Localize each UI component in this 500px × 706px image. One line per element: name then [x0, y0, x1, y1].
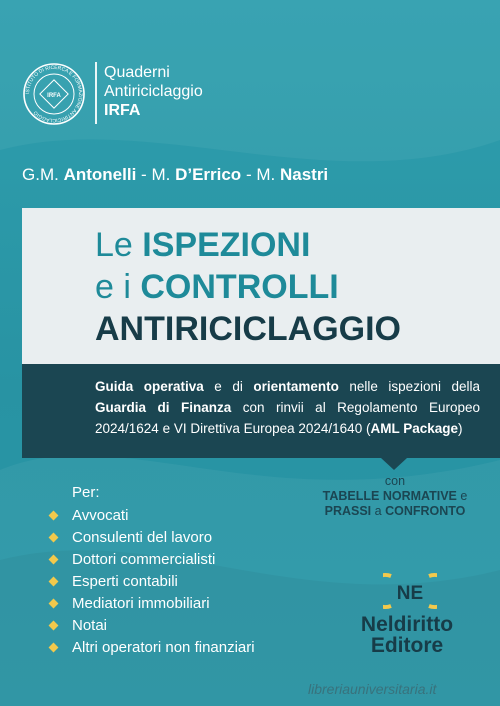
audience-label: Per:: [72, 484, 100, 501]
publisher-line-1: Neldiritto: [360, 613, 454, 636]
audience-item: Altri operatori non finanziari: [50, 637, 255, 659]
series-divider: [95, 62, 97, 124]
title-e-i: e i: [95, 268, 131, 306]
audience-item: Mediatori immobiliari: [50, 593, 255, 615]
title-antiriciclaggio: ANTIRICICLAGGIO: [95, 310, 401, 348]
extra-line-3: PRASSI a CONFRONTO: [324, 504, 466, 518]
title-line-2: [95, 268, 339, 306]
diamond-bullet-icon: [49, 533, 59, 543]
svg-text:NE: NE: [396, 583, 424, 604]
extra-contents: [300, 474, 490, 519]
series-name: [104, 63, 203, 120]
series-line-1: Quaderni: [104, 64, 170, 81]
audience-item: Esperti contabili: [50, 571, 255, 593]
publisher-line-2: Editore: [370, 634, 444, 657]
series-line-3: IRFA: [104, 102, 141, 119]
publisher-logo-icon: [383, 572, 437, 610]
title-controlli: CONTROLLI: [140, 268, 339, 306]
author-separator: -: [141, 165, 147, 184]
pointer-triangle: [381, 458, 407, 470]
extra-line-2: TABELLE NORMATIVE e: [322, 489, 468, 503]
audience-item: Dottori commercialisti: [50, 549, 255, 571]
title-line-1: [95, 226, 310, 264]
diamond-bullet-icon: [49, 599, 59, 609]
diamond-bullet-icon: [49, 511, 59, 521]
subtitle-text: Guida operativa e di orientamento nelle ispezioni della Guardia di Finanza con rinvii al Regolamento Europeo 2024/1624 e VI Direttiva Europea 2024/1640 (AML Package): [95, 379, 480, 436]
svg-text:IRFA: IRFA: [47, 93, 61, 99]
publisher-name: [332, 614, 482, 656]
title-le: Le: [95, 226, 133, 264]
author-3-initials: M.: [256, 165, 276, 184]
author-1-name: Antonelli: [63, 165, 137, 184]
author-2-name: D’Errico: [175, 165, 242, 184]
irfa-seal-logo: [22, 62, 86, 126]
extra-con: con: [384, 474, 406, 488]
author-separator: -: [245, 165, 252, 184]
title-ispezioni: ISPEZIONI: [142, 226, 311, 264]
diamond-bullet-icon: [49, 621, 59, 631]
author-3-name: Nastri: [279, 165, 329, 184]
watermark: libreriauniversitaria.it: [308, 681, 437, 697]
svg-text:ISTITUTO DI RICERCA E FORMAZIO: ISTITUTO DI RICERCA E FORMAZIONE ANTIRICICLAGGIO: [24, 64, 84, 124]
authors: [22, 165, 328, 185]
author-1-initials: G.M.: [22, 165, 59, 184]
author-2-initials: M.: [151, 165, 171, 184]
audience-item: Notai: [50, 615, 255, 637]
diamond-bullet-icon: [49, 555, 59, 565]
series-line-2: Antiriciclaggio: [104, 83, 203, 100]
audience-item: Avvocati: [50, 505, 255, 527]
diamond-bullet-icon: [49, 643, 59, 653]
audience-item: Consulenti del lavoro: [50, 527, 255, 549]
title-box: [22, 208, 500, 364]
audience-list: [50, 505, 255, 659]
subtitle-box: [22, 364, 500, 458]
diamond-bullet-icon: [49, 577, 59, 587]
